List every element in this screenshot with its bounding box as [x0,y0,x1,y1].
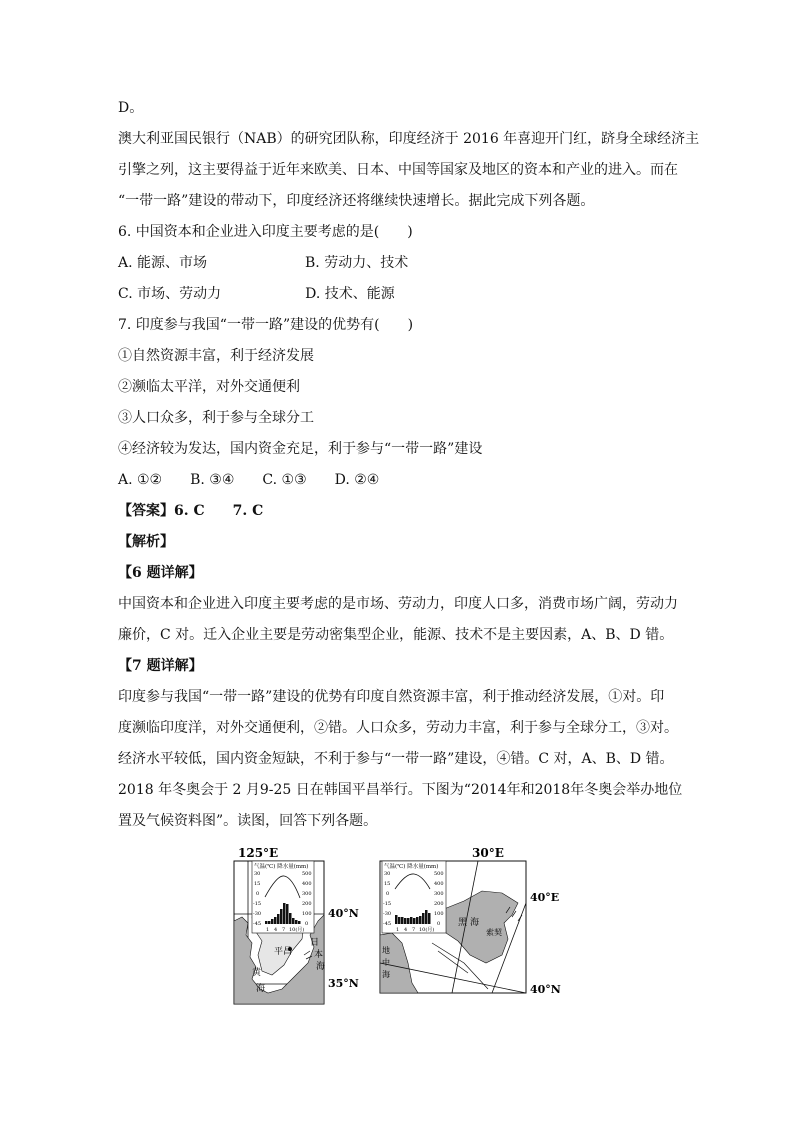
japan-sea-label: 海 [316,962,326,972]
text-line: 置及气候资料图”。读图，回答下列各题。 [118,813,378,829]
month-tick: 7 [282,927,286,933]
precip-tick: 0 [305,921,309,927]
map-left-lat-35: 35°N [328,977,359,990]
question-7-options: A. ①② B. ③④ C. ①③ D. ②④ [118,472,380,488]
yellow-sea-label: 海 [256,984,266,994]
text-line: 引擎之列，这主要得益于近年来欧美、日本、中国等国家及地区的资本和产业的进入。而在 [118,162,678,178]
temp-tick: -15 [383,901,392,907]
temp-tick: -45 [383,921,392,927]
precip-tick: 200 [302,901,312,907]
statement-4: ④经济较为发达，国内资金充足，利于参与“一带一路”建设 [118,441,483,457]
question-6-options-cd: C. 市场、劳动力 D. 技术、能源 [118,286,395,302]
temp-tick: 15 [254,881,261,887]
temp-tick: 30 [384,871,391,877]
yellow-sea-label: 黄 [252,968,262,978]
q7-detail-heading: 【7 题详解】 [118,658,203,674]
black-sea-label: 海 [470,918,480,928]
japan-sea-label: 日 [310,938,320,948]
text-line: 印度参与我国“一带一路”建设的优势有印度自然资源丰富，利于推动经济发展，①对。印 [118,689,665,705]
temp-tick: 15 [384,881,391,887]
month-tick: 1 [396,927,400,933]
temp-tick: -30 [253,911,262,917]
precip-tick: 500 [302,871,312,877]
text-line: “一带一路”建设的带动下，印度经济还将继续快速增长。据此完成下列各题。 [118,193,595,209]
map-left-lat-40: 40°N [328,907,359,920]
text-line: 澳大利亚国民银行（NAB）的研究团队称，印度经济于 2016 年喜迎开门红，跻身全球经济主 [118,131,700,147]
climate-chart-pyeongchang [252,861,314,933]
precip-tick: 400 [302,881,312,887]
month-tick: 4 [274,927,278,933]
statement-2: ②濒临太平洋，对外交通便利 [118,379,300,395]
text-line: 廉价，C 对。迁入企业主要是劳动密集型企业，能源、技术不是主要因素，A、B、D 错。 [118,627,674,643]
map-sochi [380,846,561,996]
statement-1: ①自然资源丰富，利于经济发展 [118,348,314,364]
black-sea-label: 黑 [458,918,468,928]
precip-tick: 100 [434,911,444,917]
mediterranean-label: 中 [382,958,390,967]
month-tick: 4 [404,927,408,933]
temp-tick: 0 [386,891,390,897]
precip-tick: 500 [434,871,444,877]
question-6: 6. 中国资本和企业进入印度主要考虑的是( ) [118,224,413,240]
map-pyeongchang [234,846,359,1004]
precip-tick: 200 [434,901,444,907]
pingchang-label: 平昌 [274,947,293,957]
month-tick: 10(月) [419,927,435,933]
temp-tick: -45 [253,921,262,927]
temp-tick: 0 [256,891,260,897]
climate-chart-header: 气温(℃) 降水量(mm) [254,864,309,870]
precip-tick: 0 [437,921,441,927]
month-tick: 7 [412,927,416,933]
text-line: 度濒临印度洋，对外交通便利，②错。人口众多，劳动力丰富，利于参与全球分工，③对。 [118,720,678,736]
precip-tick: 300 [302,891,312,897]
precip-tick: 300 [434,891,444,897]
text-line: 经济水平较低，国内资金短缺，不利于参与“一带一路”建设，④错。C 对，A、B、D 错。 [118,751,674,767]
mediterranean-label: 地 [382,946,390,955]
olympics-location-maps [232,843,562,1008]
map-left-lon-label: 125°E [238,846,279,860]
mediterranean-label: 海 [382,970,390,979]
text-line: D。 [118,100,144,116]
q6-detail-heading: 【6 题详解】 [118,565,203,581]
temp-tick: -15 [253,901,262,907]
analysis-heading: 【解析】 [118,534,174,550]
month-tick: 10(月) [289,927,305,933]
climate-chart-header: 气温(℃) 降水量(mm) [384,864,439,870]
precip-tick: 400 [434,881,444,887]
question-6-options-ab: A. 能源、市场 B. 劳动力、技术 [118,255,409,271]
japan-sea-label: 本 [314,950,324,960]
question-7: 7. 印度参与我国“一带一路”建设的优势有( ) [118,317,414,333]
map-right-lat-40: 40°N [530,983,561,996]
month-tick: 1 [266,927,270,933]
precip-tick: 100 [302,911,312,917]
sochi-label: 索契 [486,928,502,937]
text-line: 中国资本和企业进入印度主要考虑的是市场、劳动力，印度人口多，消费市场广阔，劳动力 [118,596,678,612]
answer-heading: 【答案】6. C 7. C [118,503,264,519]
map-right-lon-label: 30°E [472,846,504,860]
temp-tick: 30 [254,871,261,877]
statement-3: ③人口众多，利于参与全球分工 [118,410,314,426]
climate-chart-sochi [382,861,446,933]
temp-tick: -30 [383,911,392,917]
text-line: 2018 年冬奥会于 2 月9-25 日在韩国平昌举行。下图为“2014年和2018年冬奥会举办地位 [118,782,683,798]
map-right-lon-40: 40°E [530,891,560,904]
